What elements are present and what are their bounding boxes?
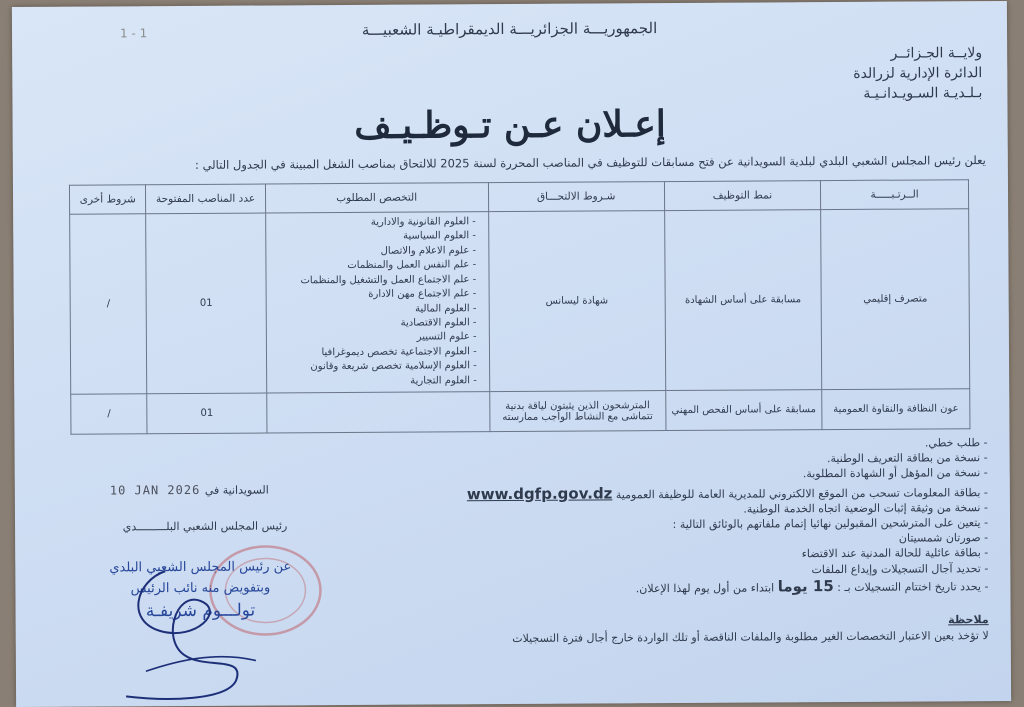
other-cell: /: [71, 394, 148, 434]
list-item: - تحديد آجال التسجيلات وإيداع الملفات: [388, 561, 988, 580]
list-item: - نسخة من بطاقة التعريف الوطنية.: [388, 450, 988, 469]
list-item: - علم النفس العمل والمنظمات: [270, 258, 476, 274]
specialty-cell: [266, 392, 489, 433]
signature-title: رئيس المجلس الشعبي البلـــــــــدي: [122, 519, 288, 534]
list-item: - العلوم التجارية: [271, 374, 477, 390]
rank-cell: متصرف إقليمي: [821, 209, 970, 390]
announcement-document: [12, 1, 1011, 707]
commune-line: بـلـديـة السـويـدانـيـة: [863, 85, 983, 102]
positions-cell: 01: [146, 213, 266, 394]
col-specialty: التخصص المطلوب: [265, 183, 488, 213]
list-item: - العلوم الاجتماعية تخصص ديموغرافيا: [271, 345, 477, 361]
page-title: إعـلان عـن تـوظـيـف: [354, 103, 666, 147]
list-item: - بطاقة عائلية للحالة المدنية عند الاقتضاء: [388, 546, 988, 565]
list-item: - علوم التسيير: [270, 331, 476, 347]
list-item: - علوم الاعلام والاتصال: [270, 244, 476, 260]
list-item: - العلوم المالية: [270, 302, 476, 318]
list-item: - العلوم الإسلامية تخصص شريعة وقانون: [271, 359, 477, 375]
website-prefix: بطاقة المعلومات تسحب من الموقع الالكتروني للمديرية العامة للوظيفة العمومية: [615, 485, 981, 501]
col-conditions: شـروط الالتحـــاق: [488, 182, 664, 212]
mode-cell: مسابقة على أساس الشهادة: [664, 210, 822, 391]
list-item: - علم الاجتماع العمل والتشغيل والمنظمات: [270, 273, 476, 289]
conditions-cell: شهادة ليسانس: [488, 211, 665, 392]
specialty-cell: [265, 212, 489, 393]
list-item: - العلوم الاقتصادية: [270, 316, 476, 332]
table-row: [71, 389, 970, 434]
signature-scribble-icon: [105, 560, 286, 707]
list-item: - طلب خطي.: [388, 435, 988, 454]
jobs-table: [69, 179, 971, 434]
wilaya-line: ولايــة الجـزائــر: [890, 45, 983, 62]
list-item: - علم الاجتماع مهن الادارة: [270, 287, 476, 303]
rank-cell: عون النظافة والنقاوة العمومية: [822, 389, 970, 430]
stamp-line-3: تولـــوم شريفـة: [145, 600, 256, 622]
daira-line: الدائرة الإدارية لزرالدة: [853, 65, 983, 82]
table-row: [70, 209, 970, 394]
intro-text: يعلن رئيس المجلس الشعبي البلدي لبلدية السويدانية عن فتح مسابقات للتوظيف في المناصب المحررة لسنة 2025 للالتحاق بمناصب الشغل المبينة في الجدول التالي :: [194, 153, 986, 172]
stamp-date: 10 JAN 2026: [109, 482, 201, 498]
note-text: لا تؤخذ بعين الاعتبار التخصصات الغير مطلوبة والملفات الناقصة أو تلك الواردة خارج أجال فترة التسجيلات: [512, 629, 989, 646]
col-mode: نمط التوظيف: [664, 181, 821, 211]
deadline-value: 15 يوما: [777, 576, 834, 596]
requirements-list: [388, 435, 989, 598]
pen-mark: 1 - 1: [119, 26, 148, 41]
conditions-cell: المترشحون الذين يثبتون لياقة بدنية تتماشى مع النشاط الواجب ممارسته: [489, 391, 665, 432]
other-cell: /: [70, 214, 148, 394]
mode-cell: مسابقة على أساس الفحص المهني: [665, 390, 822, 431]
list-item: - صورتان شمسيتان: [388, 530, 988, 549]
list-item: - نسخة من وثيقة إثبات الوضعية اتجاه الخدمة الوطنية.: [388, 500, 988, 519]
col-other: شروط أخرى: [69, 185, 146, 214]
list-item: - نسخة من المؤهل أو الشهادة المطلوبة.: [388, 465, 988, 484]
list-item: - العلوم السياسية: [270, 230, 476, 246]
positions-cell: 01: [147, 393, 266, 434]
col-rank: الــرتـبـــــة: [821, 180, 969, 210]
stamp-line-2: وبتفويض منه نائب الرئيس: [130, 580, 271, 597]
note-title: ملاحظة: [948, 613, 989, 627]
list-item: - يتعين على المترشحين المقبولين نهائيا إتمام ملفاتهم بالوثائق التالية :: [388, 515, 988, 534]
specialty-list: [270, 215, 485, 389]
website-link[interactable]: www.dgfp.gov.dz: [466, 483, 613, 503]
republic-header: الجمهوريـــة الجزائريـــة الديمقراطيـة الشعبيـــة: [361, 19, 658, 39]
deadline-line: - يحدد تاريخ اختتام التسجيلات بـ : 15 يوما ابتداء من أول يوم لهذا الإعلان.: [388, 578, 988, 598]
col-positions: عدد المناصب المفتوحة: [146, 184, 265, 214]
signature-place: السويدانية في: [204, 483, 269, 497]
stamp-line-1: عن رئيس المجلس الشعبي البلدي: [109, 559, 292, 576]
list-item: - العلوم القانونية والادارية: [270, 215, 476, 231]
